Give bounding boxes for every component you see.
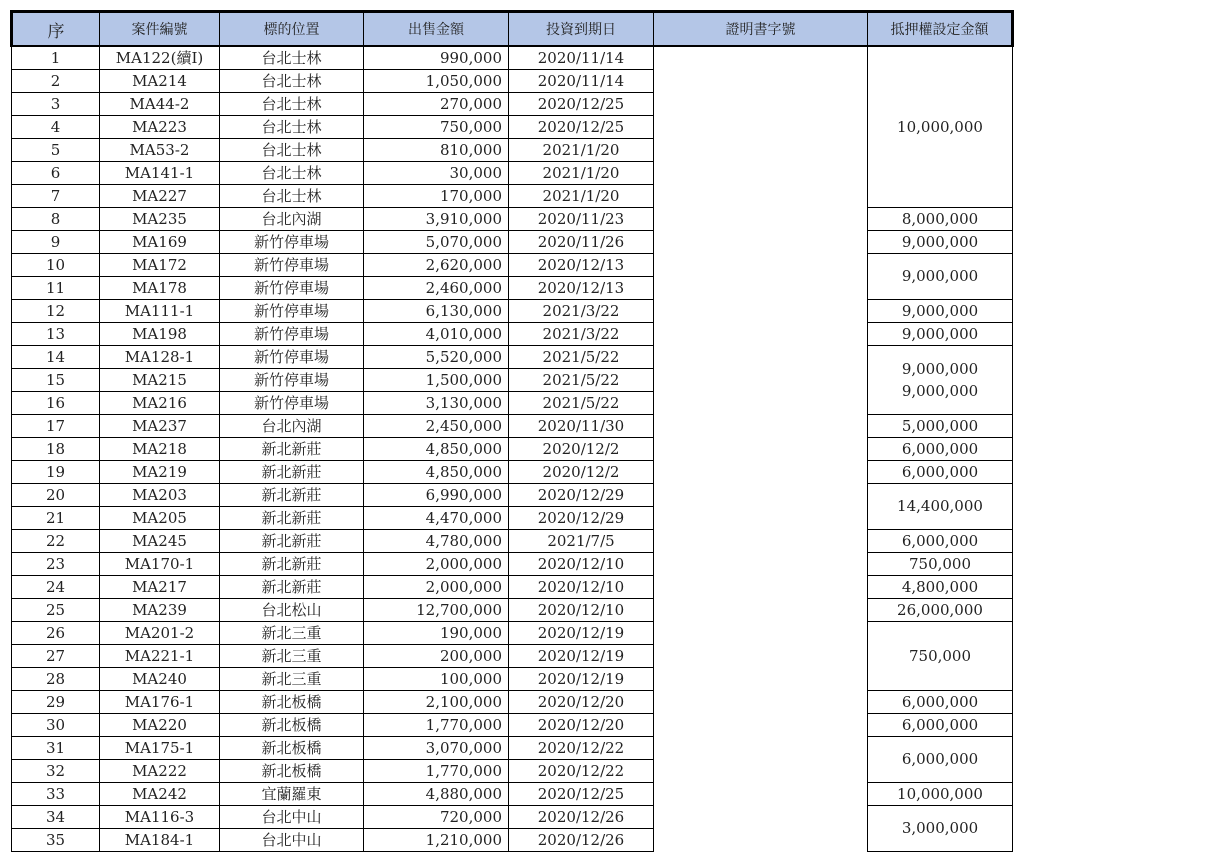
cell-seq[interactable]: 9 (12, 231, 100, 254)
cell-mortgage[interactable] (868, 254, 1013, 300)
cell-price[interactable]: 30,000 (364, 162, 509, 185)
cell-location[interactable]: 新北板橋 (220, 737, 364, 760)
cell-due[interactable]: 2020/12/10 (509, 576, 654, 599)
cell-location[interactable]: 台北中山 (220, 829, 364, 852)
cell-case[interactable]: MA175-1 (100, 737, 220, 760)
header-case[interactable]: 案件編號 (100, 12, 220, 47)
cell-location[interactable]: 新北三重 (220, 645, 364, 668)
cell-location[interactable]: 宜蘭羅東 (220, 783, 364, 806)
cell-seq[interactable]: 18 (12, 438, 100, 461)
cell-due[interactable]: 2021/5/22 (509, 392, 654, 415)
cell-due[interactable]: 2021/3/22 (509, 323, 654, 346)
cell-seq[interactable]: 35 (12, 829, 100, 852)
cell-case[interactable]: MA203 (100, 484, 220, 507)
cell-price[interactable]: 2,620,000 (364, 254, 509, 277)
mortgage-amount: 9,000,000 (901, 301, 979, 320)
cell-case[interactable]: MA240 (100, 668, 220, 691)
cell-price[interactable]: 100,000 (364, 668, 509, 691)
mortgage-amount: 26,000,000 (897, 600, 983, 619)
cell-cert-empty[interactable] (654, 46, 868, 852)
cell-seq[interactable]: 27 (12, 645, 100, 668)
cell-case[interactable]: MA218 (100, 438, 220, 461)
cell-seq[interactable]: 1 (12, 46, 100, 70)
cell-case[interactable]: MA176-1 (100, 691, 220, 714)
cell-mortgage[interactable] (868, 438, 1013, 461)
cell-due[interactable]: 2021/7/5 (509, 530, 654, 553)
cell-price[interactable]: 6,990,000 (364, 484, 509, 507)
cell-location[interactable]: 新竹停車場 (220, 231, 364, 254)
cell-price[interactable]: 4,850,000 (364, 438, 509, 461)
cell-due[interactable]: 2020/12/19 (509, 645, 654, 668)
cell-due[interactable]: 2020/12/10 (509, 599, 654, 622)
mortgage-amount: 9,000,000 (901, 360, 979, 378)
cell-seq[interactable]: 12 (12, 300, 100, 323)
cell-mortgage[interactable] (868, 576, 1013, 599)
cell-price[interactable]: 1,500,000 (364, 369, 509, 392)
cell-seq[interactable]: 21 (12, 507, 100, 530)
cell-case[interactable]: MA116-3 (100, 806, 220, 829)
cell-mortgage[interactable] (868, 783, 1013, 806)
cell-price[interactable]: 2,000,000 (364, 576, 509, 599)
mortgage-amount: 10,000,000 (897, 784, 983, 803)
cell-location[interactable]: 台北士林 (220, 46, 364, 70)
cell-case[interactable]: MA178 (100, 277, 220, 300)
cell-location[interactable]: 台北士林 (220, 162, 364, 185)
cell-mortgage[interactable] (868, 599, 1013, 622)
cell-price[interactable]: 4,780,000 (364, 530, 509, 553)
cell-case[interactable]: MA220 (100, 714, 220, 737)
cell-seq[interactable]: 8 (12, 208, 100, 231)
cell-location[interactable]: 新竹停車場 (220, 300, 364, 323)
mortgage-amount: 9,000,000 (901, 324, 979, 343)
header-location[interactable]: 標的位置 (220, 12, 364, 47)
cell-case[interactable]: MA111-1 (100, 300, 220, 323)
cell-location[interactable]: 新竹停車場 (220, 392, 364, 415)
cell-seq[interactable]: 10 (12, 254, 100, 277)
cell-seq[interactable]: 3 (12, 93, 100, 116)
mortgage-amount: 6,000,000 (901, 750, 979, 768)
mortgage-amount: 10,000,000 (897, 117, 983, 136)
cell-mortgage[interactable] (868, 231, 1013, 254)
cell-seq[interactable]: 2 (12, 70, 100, 93)
cell-due[interactable]: 2020/12/19 (509, 668, 654, 691)
cell-seq[interactable]: 17 (12, 415, 100, 438)
cell-mortgage[interactable] (868, 346, 1013, 415)
cell-case[interactable]: MA170-1 (100, 553, 220, 576)
cell-location[interactable]: 台北松山 (220, 599, 364, 622)
table-row (12, 46, 1013, 70)
cell-case[interactable]: MA44-2 (100, 93, 220, 116)
cell-mortgage[interactable] (868, 300, 1013, 323)
cell-price[interactable]: 2,460,000 (364, 277, 509, 300)
cell-location[interactable]: 新北新莊 (220, 530, 364, 553)
cell-seq[interactable]: 31 (12, 737, 100, 760)
cell-location[interactable]: 台北士林 (220, 185, 364, 208)
cell-mortgage[interactable] (868, 553, 1013, 576)
cell-due[interactable]: 2020/12/25 (509, 116, 654, 139)
cell-price[interactable]: 4,470,000 (364, 507, 509, 530)
cell-case[interactable]: MA201-2 (100, 622, 220, 645)
cell-case[interactable]: MA223 (100, 116, 220, 139)
mortgage-amount: 9,000,000 (901, 267, 979, 285)
cell-location[interactable]: 新北三重 (220, 668, 364, 691)
cell-due[interactable]: 2020/11/30 (509, 415, 654, 438)
cell-due[interactable]: 2020/12/19 (509, 622, 654, 645)
cell-due[interactable]: 2020/12/26 (509, 829, 654, 852)
cell-mortgage[interactable] (868, 46, 1013, 208)
cell-mortgage[interactable] (868, 737, 1013, 783)
cell-price[interactable]: 4,850,000 (364, 461, 509, 484)
cell-price[interactable]: 810,000 (364, 139, 509, 162)
mortgage-amount: 750,000 (908, 646, 972, 665)
cell-location[interactable]: 新北三重 (220, 622, 364, 645)
table-body (12, 46, 1013, 852)
cell-due[interactable]: 2020/12/26 (509, 806, 654, 829)
cell-location[interactable]: 新北新莊 (220, 438, 364, 461)
cell-seq[interactable]: 14 (12, 346, 100, 369)
mortgage-amount: 6,000,000 (901, 531, 979, 550)
cell-due[interactable]: 2021/5/22 (509, 346, 654, 369)
cell-seq[interactable]: 20 (12, 484, 100, 507)
cell-due[interactable]: 2021/1/20 (509, 139, 654, 162)
cell-due[interactable]: 2020/12/25 (509, 93, 654, 116)
cell-seq[interactable]: 22 (12, 530, 100, 553)
cell-due[interactable]: 2020/12/29 (509, 507, 654, 530)
cell-location[interactable]: 新北新莊 (220, 553, 364, 576)
cell-seq[interactable]: 6 (12, 162, 100, 185)
cell-location[interactable]: 新北新莊 (220, 507, 364, 530)
cell-due[interactable]: 2020/12/20 (509, 691, 654, 714)
investment-table (10, 10, 1014, 852)
cell-due[interactable]: 2021/3/22 (509, 300, 654, 323)
mortgage-amount: 750,000 (908, 554, 972, 573)
mortgage-amount: 3,000,000 (901, 819, 979, 837)
cell-due[interactable]: 2020/11/26 (509, 231, 654, 254)
cell-price[interactable]: 6,130,000 (364, 300, 509, 323)
cell-seq[interactable]: 26 (12, 622, 100, 645)
cell-case[interactable]: MA222 (100, 760, 220, 783)
cell-case[interactable]: MA122(續I) (100, 46, 220, 70)
cell-mortgage[interactable] (868, 208, 1013, 231)
cell-location[interactable]: 台北士林 (220, 116, 364, 139)
cell-case[interactable]: MA239 (100, 599, 220, 622)
cell-price[interactable]: 990,000 (364, 46, 509, 70)
cell-case[interactable]: MA215 (100, 369, 220, 392)
cell-seq[interactable]: 29 (12, 691, 100, 714)
mortgage-amount: 6,000,000 (901, 715, 979, 734)
cell-location[interactable]: 台北內湖 (220, 208, 364, 231)
cell-price[interactable]: 3,070,000 (364, 737, 509, 760)
cell-price[interactable]: 4,010,000 (364, 323, 509, 346)
cell-due[interactable]: 2020/11/14 (509, 70, 654, 93)
cell-price[interactable]: 2,100,000 (364, 691, 509, 714)
cell-location[interactable]: 台北士林 (220, 70, 364, 93)
mortgage-amount: 4,800,000 (901, 577, 979, 596)
cell-price[interactable]: 720,000 (364, 806, 509, 829)
cell-seq[interactable]: 4 (12, 116, 100, 139)
cell-price[interactable]: 3,130,000 (364, 392, 509, 415)
cell-due[interactable]: 2020/12/10 (509, 553, 654, 576)
cell-due[interactable]: 2020/12/2 (509, 461, 654, 484)
cell-due[interactable]: 2020/11/14 (509, 46, 654, 70)
cell-case[interactable]: MA227 (100, 185, 220, 208)
cell-case[interactable]: MA169 (100, 231, 220, 254)
cell-seq[interactable]: 24 (12, 576, 100, 599)
cell-due[interactable]: 2021/1/20 (509, 185, 654, 208)
cell-price[interactable]: 5,070,000 (364, 231, 509, 254)
cell-location[interactable]: 新北新莊 (220, 484, 364, 507)
cell-due[interactable]: 2020/12/25 (509, 783, 654, 806)
cell-case[interactable]: MA141-1 (100, 162, 220, 185)
cell-case[interactable]: MA216 (100, 392, 220, 415)
cell-due[interactable]: 2020/12/13 (509, 254, 654, 277)
cell-mortgage[interactable] (868, 622, 1013, 691)
header-mortgage[interactable]: 抵押權設定金額 (868, 12, 1013, 47)
cell-price[interactable]: 170,000 (364, 185, 509, 208)
cell-mortgage[interactable] (868, 691, 1013, 714)
mortgage-amount: 5,000,000 (901, 416, 979, 435)
cell-price[interactable]: 2,450,000 (364, 415, 509, 438)
cell-location[interactable]: 新北板橋 (220, 714, 364, 737)
cell-mortgage[interactable] (868, 714, 1013, 737)
mortgage-amount: 6,000,000 (901, 439, 979, 458)
cell-seq[interactable]: 5 (12, 139, 100, 162)
cell-due[interactable]: 2020/12/20 (509, 714, 654, 737)
cell-case[interactable]: MA198 (100, 323, 220, 346)
cell-price[interactable]: 1,770,000 (364, 714, 509, 737)
mortgage-amount: 9,000,000 (901, 232, 979, 251)
cell-seq[interactable]: 25 (12, 599, 100, 622)
cell-price[interactable]: 1,770,000 (364, 760, 509, 783)
cell-due[interactable]: 2021/5/22 (509, 369, 654, 392)
cell-case[interactable]: MA172 (100, 254, 220, 277)
mortgage-amount: 8,000,000 (901, 209, 979, 228)
cell-seq[interactable]: 15 (12, 369, 100, 392)
cell-case[interactable]: MA205 (100, 507, 220, 530)
cell-location[interactable]: 新北板橋 (220, 760, 364, 783)
cell-case[interactable]: MA184-1 (100, 829, 220, 852)
mortgage-amount: 6,000,000 (901, 692, 979, 711)
cell-location[interactable]: 台北內湖 (220, 415, 364, 438)
cell-location[interactable]: 新竹停車場 (220, 346, 364, 369)
cell-case[interactable]: MA53-2 (100, 139, 220, 162)
header-cert[interactable]: 證明書字號 (654, 12, 868, 47)
cell-case[interactable]: MA221-1 (100, 645, 220, 668)
cell-case[interactable]: MA242 (100, 783, 220, 806)
cell-case[interactable]: MA245 (100, 530, 220, 553)
cell-mortgage[interactable] (868, 323, 1013, 346)
cell-case[interactable]: MA237 (100, 415, 220, 438)
cell-price[interactable]: 750,000 (364, 116, 509, 139)
cell-seq[interactable]: 13 (12, 323, 100, 346)
cell-mortgage[interactable] (868, 461, 1013, 484)
cell-due[interactable]: 2020/12/29 (509, 484, 654, 507)
cell-seq[interactable]: 16 (12, 392, 100, 415)
header-seq[interactable]: 序 (12, 12, 100, 47)
cell-price[interactable]: 270,000 (364, 93, 509, 116)
cell-seq[interactable]: 34 (12, 806, 100, 829)
cell-seq[interactable]: 33 (12, 783, 100, 806)
cell-due[interactable]: 2020/12/22 (509, 760, 654, 783)
mortgage-amount: 9,000,000 (901, 382, 979, 400)
cell-mortgage[interactable] (868, 806, 1013, 852)
header-due[interactable]: 投資到期日 (509, 12, 654, 47)
cell-mortgage[interactable] (868, 530, 1013, 553)
cell-seq[interactable]: 19 (12, 461, 100, 484)
header-price[interactable]: 出售金額 (364, 12, 509, 47)
cell-location[interactable]: 新竹停車場 (220, 254, 364, 277)
cell-price[interactable]: 12,700,000 (364, 599, 509, 622)
cell-case[interactable]: MA128-1 (100, 346, 220, 369)
cell-case[interactable]: MA219 (100, 461, 220, 484)
cell-due[interactable]: 2021/1/20 (509, 162, 654, 185)
cell-location[interactable]: 新竹停車場 (220, 369, 364, 392)
cell-due[interactable]: 2020/11/23 (509, 208, 654, 231)
cell-location[interactable]: 新北新莊 (220, 576, 364, 599)
cell-location[interactable]: 台北士林 (220, 93, 364, 116)
cell-price[interactable]: 200,000 (364, 645, 509, 668)
cell-case[interactable]: MA214 (100, 70, 220, 93)
cell-seq[interactable]: 32 (12, 760, 100, 783)
cell-seq[interactable]: 23 (12, 553, 100, 576)
cell-seq[interactable]: 30 (12, 714, 100, 737)
cell-location[interactable]: 新竹停車場 (220, 323, 364, 346)
mortgage-amount: 14,400,000 (897, 497, 983, 515)
cell-price[interactable]: 3,910,000 (364, 208, 509, 231)
cell-price[interactable]: 1,210,000 (364, 829, 509, 852)
cell-price[interactable]: 5,520,000 (364, 346, 509, 369)
cell-seq[interactable]: 28 (12, 668, 100, 691)
cell-price[interactable]: 190,000 (364, 622, 509, 645)
cell-case[interactable]: MA217 (100, 576, 220, 599)
cell-case[interactable]: MA235 (100, 208, 220, 231)
cell-due[interactable]: 2020/12/2 (509, 438, 654, 461)
cell-price[interactable]: 4,880,000 (364, 783, 509, 806)
cell-location[interactable]: 台北中山 (220, 806, 364, 829)
cell-mortgage[interactable] (868, 415, 1013, 438)
cell-price[interactable]: 2,000,000 (364, 553, 509, 576)
cell-seq[interactable]: 11 (12, 277, 100, 300)
mortgage-amount: 6,000,000 (901, 462, 979, 481)
header-row (12, 12, 1013, 47)
cell-price[interactable]: 1,050,000 (364, 70, 509, 93)
cell-due[interactable]: 2020/12/13 (509, 277, 654, 300)
cell-location[interactable]: 新北新莊 (220, 461, 364, 484)
cell-location[interactable]: 新北板橋 (220, 691, 364, 714)
cell-mortgage[interactable] (868, 484, 1013, 530)
cell-location[interactable]: 新竹停車場 (220, 277, 364, 300)
cell-due[interactable]: 2020/12/22 (509, 737, 654, 760)
cell-seq[interactable]: 7 (12, 185, 100, 208)
cell-location[interactable]: 台北士林 (220, 139, 364, 162)
